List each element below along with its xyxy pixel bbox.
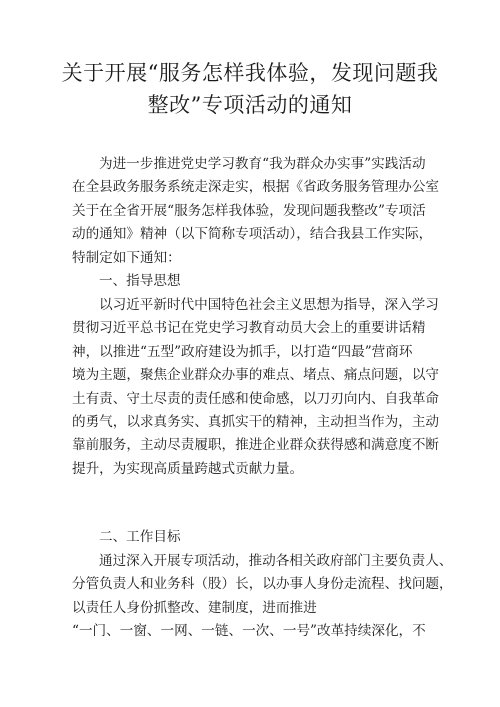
paragraph-line: 以习近平新时代中国特色社会主义思想为指导，深入学习	[99, 297, 439, 313]
section-heading-guiding-ideology: 一、指导思想	[99, 273, 181, 289]
paragraph-line: “一门、一窗、一网、一链、一次、一号”改革持续深化，不	[72, 623, 426, 640]
paragraph-line: 境为主题，聚焦企业群众办事的难点、堵点、痛点问题，以守	[72, 367, 440, 384]
guiding-ideology-paragraph	[72, 294, 444, 481]
paragraph-line: 分管负责人和业务科（股）长，以办事人身份走流程、找问题，	[72, 576, 453, 593]
document-title-line-1: 关于开展“服务怎样我体验，发现问题我	[61, 61, 439, 85]
section-heading-work-goals: 二、工作目标	[99, 529, 181, 545]
paragraph-line: 动的通知》精神（以下简称专项活动），结合我县工作实际，	[72, 226, 433, 243]
paragraph-line: 以责任人身份抓整改、建制度，进而推进	[72, 599, 317, 616]
document-title-line-2: 整改”专项活动的通知	[147, 93, 353, 117]
paragraph-line: 神，以推进“五型”政府建设为抓手，以打造“四最”营商环	[72, 343, 413, 360]
intro-paragraph	[72, 153, 444, 270]
paragraph-line: 特制定如下通知：	[72, 249, 181, 266]
paragraph-line: 贯彻习近平总书记在党史学习教育动员大会上的重要讲话精	[72, 320, 426, 337]
paragraph-line: 为进一步推进党史学习教育“我为群众办实事”实践活动	[99, 156, 426, 172]
paragraph-line: 靠前服务，主动尽责履职，推进企业群众获得感和满意度不断	[72, 437, 440, 454]
paragraph-line: 土有责、守土尽责的责任感和使命感，以刀刃向内、自我革命	[72, 390, 440, 407]
work-goals-paragraph	[72, 550, 453, 644]
paragraph-line: 在全县政务服务系统走深走实，根据《省政务服务管理办公室	[72, 179, 440, 196]
paragraph-line: 的勇气，以求真务实、真抓实干的精神，主动担当作为，主动	[72, 413, 440, 430]
paragraph-line: 关于在全省开展“服务怎样我体验，发现问题我整改”专项活	[72, 202, 426, 219]
paragraph-line: 通过深入开展专项活动，推动各相关政府部门主要负责人、	[99, 553, 453, 569]
paragraph-line: 提升，为实现高质量跨越式贡献力量。	[72, 460, 304, 477]
